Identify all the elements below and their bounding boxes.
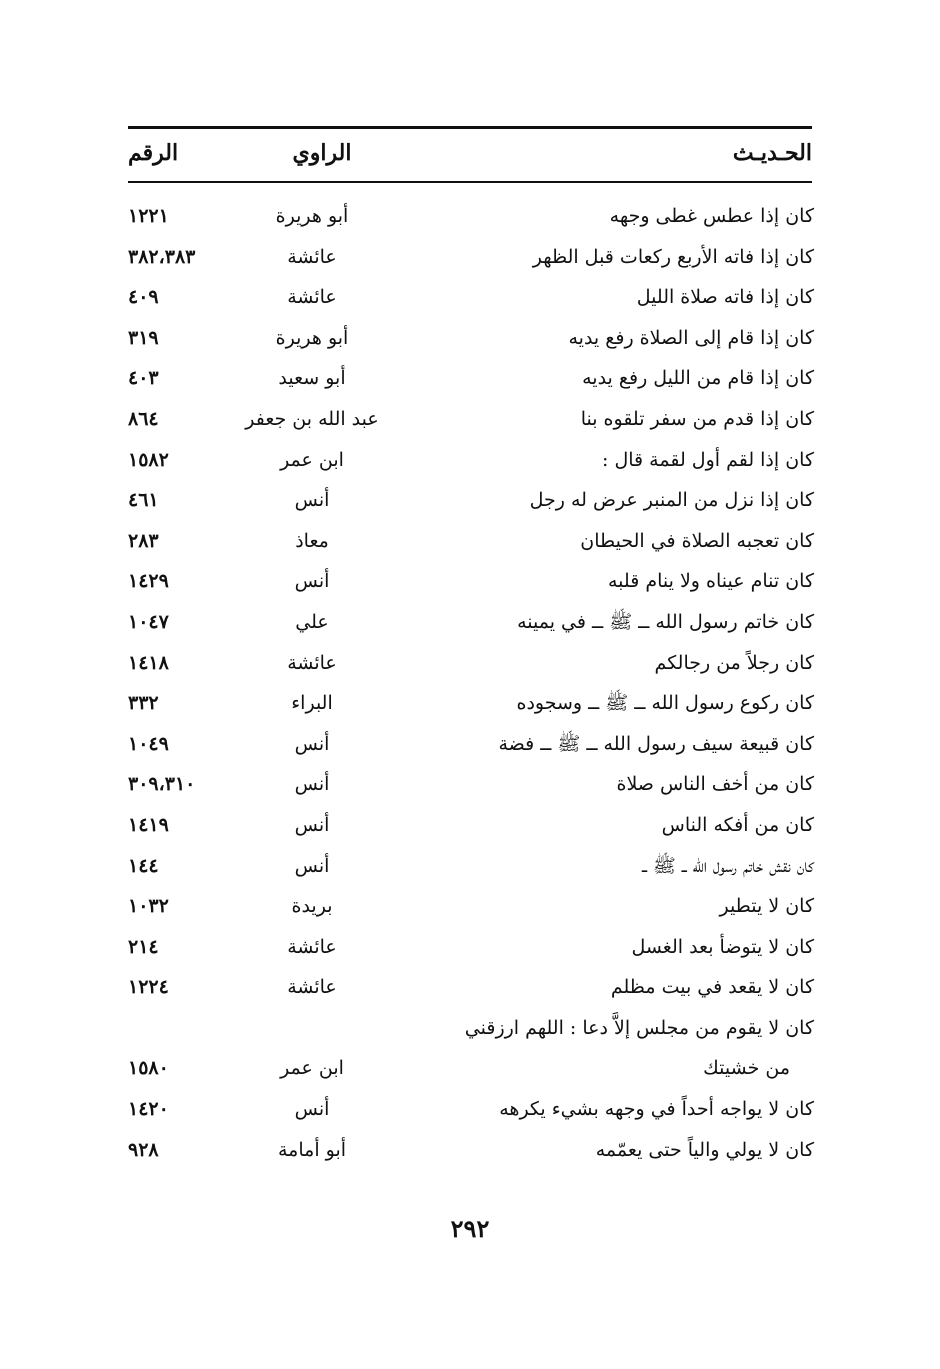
hadith-text: كان إذا عطس غطى وجهه bbox=[609, 205, 814, 227]
hadith-number: ١٤١٩ bbox=[128, 813, 169, 836]
narrator: عائشة bbox=[287, 651, 337, 674]
hadith-number: ١٤٢٠ bbox=[128, 1098, 169, 1121]
narrator: علي bbox=[295, 610, 329, 633]
hadith-text: كان رجلاً من رجالكم bbox=[654, 651, 814, 674]
narrator: أبو سعيد bbox=[278, 367, 346, 390]
table-row bbox=[0, 196, 940, 237]
table-row bbox=[0, 318, 940, 359]
table-row bbox=[0, 764, 940, 805]
hadith-number: ١٠٤٧ bbox=[128, 610, 169, 633]
table-row bbox=[0, 683, 940, 724]
table-row bbox=[0, 521, 940, 562]
narrator: عائشة bbox=[287, 286, 337, 309]
hadith-text: كان إذا قام من الليل رفع يديه bbox=[582, 367, 814, 390]
table-row bbox=[0, 967, 940, 1008]
narrator: ابن عمر bbox=[280, 448, 344, 471]
hadith-number: ٣١٩ bbox=[128, 326, 159, 349]
narrator: أنس bbox=[294, 1098, 330, 1121]
hadith-text: كان من أفكه الناس bbox=[661, 813, 814, 836]
hadith-text bbox=[374, 1008, 814, 1089]
header-hadith: الحـديـث bbox=[732, 140, 812, 166]
table-row bbox=[0, 399, 940, 440]
hadith-number: ٢٨٣ bbox=[128, 529, 159, 552]
hadith-number: ٤٦١ bbox=[128, 489, 159, 512]
hadith-number: ١٤١٨ bbox=[128, 651, 169, 674]
hadith-text: كان لا يولي والياً حتى يعمّمه bbox=[595, 1138, 814, 1161]
header-narrator: الراوي bbox=[292, 140, 352, 166]
narrator: ابن عمر bbox=[280, 1057, 344, 1080]
hadith-number: ١٢٢٤ bbox=[128, 976, 169, 999]
hadith-number: ١٠٤٩ bbox=[128, 732, 169, 755]
narrator: البراء bbox=[291, 692, 333, 715]
hadith-text: كان لا يتطير bbox=[719, 895, 814, 918]
hadith-number: ١٠٣٢ bbox=[128, 895, 169, 918]
narrator: أبو هريرة bbox=[275, 205, 349, 227]
narrator: معاذ bbox=[295, 529, 329, 552]
hadith-number: ١٤٢٩ bbox=[128, 570, 169, 593]
table-row bbox=[0, 927, 940, 968]
hadith-text: كان إذا قام إلى الصلاة رفع يديه bbox=[568, 326, 814, 349]
hadith-number: ٢١٤ bbox=[128, 935, 159, 958]
narrator: أنس bbox=[294, 854, 330, 877]
hadith-text: كان لا يتوضأ بعد الغسل bbox=[631, 935, 814, 958]
hadith-text: كان إذا فاته صلاة الليل bbox=[636, 286, 814, 309]
hadith-text: كان ركوع رسول الله ــ ﷺ ــ وسجوده bbox=[516, 692, 814, 715]
hadith-number: ١٥٨٢ bbox=[128, 448, 169, 471]
table-row bbox=[0, 277, 940, 318]
narrator: عائشة bbox=[287, 245, 337, 268]
hadith-text: كان لا يواجه أحداً في وجهه بشيء يكرهه bbox=[499, 1098, 814, 1121]
narrator: عائشة bbox=[287, 976, 337, 999]
hadith-number: ٨٦٤ bbox=[128, 407, 159, 430]
hadith-number: ٣٣٢ bbox=[128, 692, 159, 715]
hadith-text: كان إذا قدم من سفر تلقوه بنا bbox=[580, 407, 814, 430]
hadith-index-list bbox=[0, 196, 940, 1170]
table-row bbox=[0, 1008, 940, 1089]
hadith-number: ٤٠٣ bbox=[128, 367, 159, 390]
table-header bbox=[128, 134, 812, 178]
narrator: أنس bbox=[294, 813, 330, 836]
header-bottom-rule bbox=[128, 181, 812, 183]
narrator: أنس bbox=[294, 570, 330, 593]
hadith-text: كان تعجبه الصلاة في الحيطان bbox=[580, 529, 814, 552]
hadith-text-line2: من خشيتك bbox=[703, 1057, 790, 1080]
hadith-number: ١٢٢١ bbox=[128, 205, 169, 227]
narrator: أنس bbox=[294, 489, 330, 512]
hadith-number: ٣٨٢،٣٨٣ bbox=[128, 245, 196, 268]
table-row bbox=[0, 724, 940, 765]
hadith-text: كان قبيعة سيف رسول الله ــ ﷺ ــ فضة bbox=[498, 732, 814, 755]
table-row bbox=[0, 805, 940, 846]
table-row bbox=[0, 886, 940, 927]
hadith-text: كان إذا نزل من المنبر عرض له رجل bbox=[529, 489, 814, 512]
hadith-text: كان خاتم رسول الله ــ ﷺ ــ في يمينه bbox=[517, 610, 814, 633]
hadith-number: ٤٠٩ bbox=[128, 286, 159, 309]
narrator: عبد الله بن جعفر bbox=[245, 407, 379, 430]
table-row bbox=[0, 1130, 940, 1171]
table-row bbox=[0, 846, 940, 887]
table-row bbox=[0, 643, 940, 684]
table-row bbox=[0, 440, 940, 481]
table-top-rule bbox=[128, 126, 812, 129]
hadith-text: كان من أخف الناس صلاة bbox=[616, 773, 814, 796]
table-row bbox=[0, 480, 940, 521]
narrator: بريدة bbox=[291, 895, 333, 918]
narrator: أبو أمامة bbox=[277, 1138, 347, 1161]
narrator: أنس bbox=[294, 732, 330, 755]
table-row bbox=[0, 561, 940, 602]
hadith-text: كان تنام عيناه ولا ينام قلبه bbox=[608, 570, 814, 593]
narrator: عائشة bbox=[287, 935, 337, 958]
header-number: الرقم bbox=[128, 140, 179, 166]
page-number: ٢٩٢ bbox=[450, 1214, 490, 1243]
table-row bbox=[0, 237, 940, 278]
hadith-number: ١٥٨٠ bbox=[128, 1057, 169, 1080]
hadith-number: ٩٢٨ bbox=[128, 1138, 159, 1161]
narrator: أنس bbox=[294, 773, 330, 796]
hadith-text: كان نقش خاتم رسول الله ــ ﷺ ــ bbox=[642, 854, 814, 877]
table-row bbox=[0, 358, 940, 399]
hadith-number: ٣٠٩،٣١٠ bbox=[128, 773, 196, 796]
hadith-text-line1: كان لا يقوم من مجلس إلاَّ دعا : اللهم ارزقني bbox=[464, 1016, 814, 1039]
table-row bbox=[0, 602, 940, 643]
hadith-number: ١٤٤ bbox=[128, 854, 159, 877]
hadith-text: كان إذا فاته الأربع ركعات قبل الظهر bbox=[532, 245, 814, 268]
hadith-text: كان إذا لقم أول لقمة قال : bbox=[602, 448, 814, 471]
hadith-text: كان لا يقعد في بيت مظلم bbox=[610, 976, 814, 999]
table-row bbox=[0, 1089, 940, 1130]
narrator: أبو هريرة bbox=[275, 326, 349, 349]
